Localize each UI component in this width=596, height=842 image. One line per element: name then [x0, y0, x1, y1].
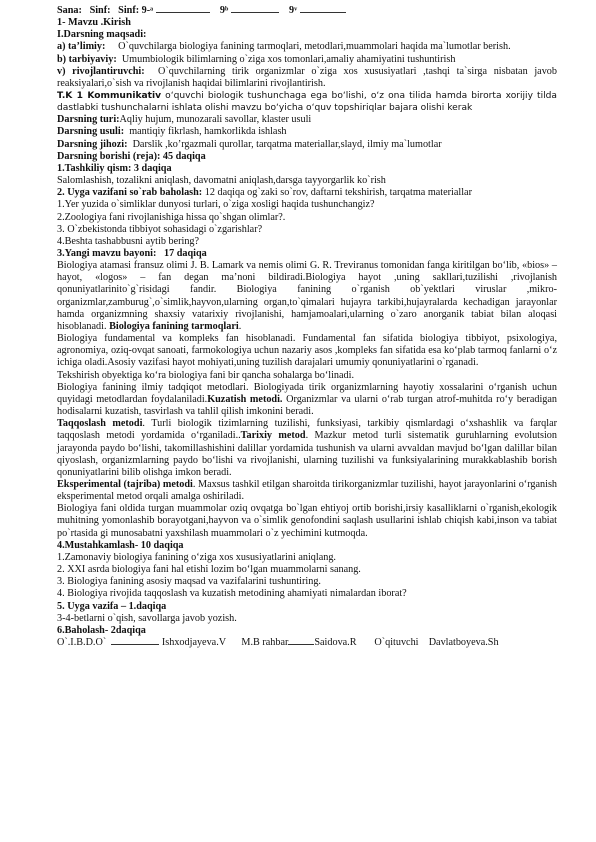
goal-upbringing-text: Umumbiologik bilimlarning o`ziga xos tomonlari,amaliy ahamiyatini tushuntirish [121, 53, 456, 65]
teacher-name: Davlatboyeva.Sh [428, 637, 499, 648]
goal-educational-text: O`quvchilarga biologiya fanining tarmoqlari, metodlari,muammolari haqida ma`lumotlar berish. [118, 41, 511, 53]
lesson-type [57, 114, 557, 126]
new-topic-heading [57, 248, 557, 260]
date-label: Sana: [57, 5, 82, 16]
class-9v: 9ᵛ [289, 5, 298, 16]
lesson-equipment-text: Darslik ,ko’rgazmali qurollar, tarqatma materiallar,slayd, ilmiy ma`lumotlar [132, 138, 442, 150]
question-item: 3. O`zbekistonda tibbiyot sohasidagi o`zgarishlar? [57, 223, 263, 235]
body-paragraph-6 [57, 479, 557, 503]
competency-text: o‘quvchi biologik tushunchaga ega bo‘lishi, o‘z ona tilida hamda birorta xorijiy tilda dastlabki tushunchalarni ishlata olishi mavzu bo‘yicha o‘quv topshiriqlar bajara olishi kerak [57, 91, 557, 114]
body-paragraph-3: Tekshirish obyektiga ko‘ra biologiya fani bir qancha sohalarga bo‘linadi. [57, 369, 354, 381]
home-task-text: 3-4-betlarni o`qish, savollarga javob yozish. [57, 612, 237, 624]
reinforcement-item: 1.Zamonaviy biologiya fanining o‘ziga xos xususiyatlarini aniqlang. [57, 551, 336, 563]
lesson-plan-title: Darsning borishi (reja): 45 daqiqa [57, 150, 206, 162]
mb-head-label: M.B rahbar [241, 637, 289, 648]
deputy-signature-blank [111, 644, 159, 645]
competency-label: T.K 1 Kommunikativ [57, 91, 162, 102]
body-text: Organizmlar va ularni o‘rab turgan atrof-muhitda ro‘y beradigan hodisalarni kuzatish, tasvirlash va tahlil qilish imkonini beradi. [57, 393, 557, 418]
lesson-plan-page [57, 5, 557, 649]
deputy-name: Ishxodjayeva.V [161, 637, 227, 648]
home-task-title: 5. Uyga vazifa – 1.daqiqa [57, 600, 167, 612]
new-topic-time: 17 daqiqa [163, 248, 207, 259]
lesson-type-text: Aqliy hujum, munozarali savollar, klaster usuli [119, 114, 312, 126]
organizational-title: 1.Tashkiliy qism: 3 daqiqa [57, 162, 172, 174]
date-blank-b [231, 12, 279, 13]
question-item: 2.Zoologiya fani rivojlanishiga hissa qo`shgan olimlar?. [57, 211, 286, 223]
question-item: 1.Yer yuzida o`simliklar dunyosi turlari, o`ziga xosligi haqida tushunchangiz? [57, 199, 375, 211]
header-line [57, 5, 557, 17]
body-paragraph-2: Biologiya fundamental va kompleks fan hisoblanadi. Fundamental fan sifatida biologiya tibbiyot, psixologiya, agronomiya, oziq-ovqat sanoati, farmokologiya uchun nazariy asos ,kompleks fan sifatida esa ko‘plab tarmoq fanlarni o‘z ichiga oladi.Asosiy vazifasi hayot mohiyati,uning tuzilish darajalari umumiy qonuniyatlarini o`rganadi. [57, 333, 557, 369]
lesson-method-label: Darsning usuli: [57, 126, 125, 138]
mb-signature-blank [288, 644, 314, 645]
grading-title: 6.Baholash- 2daqiqa [57, 624, 146, 636]
goal-upbringing [57, 54, 557, 66]
question-item: 4.Beshta tashabbusni aytib bering? [57, 235, 200, 247]
lesson-equipment [57, 139, 557, 151]
reinforcement-item: 4. Biologiya rivojida taqqoslash va kuzatish metodining ahamiyati nimalardan iborat? [57, 588, 407, 600]
topic-title: 1- Mavzu .Kirish [57, 17, 131, 29]
signature-line [57, 637, 557, 649]
goal-developing [57, 66, 557, 90]
body-bold: Kuzatish metodi. [207, 393, 283, 405]
date-blank-v [300, 12, 346, 13]
reinforcement-item: 3. Biologiya fanining asosiy maqsad va vazifalarini tushuntiring. [57, 576, 321, 588]
mb-head-name: Saidova.R [314, 637, 357, 648]
body-paragraph-7: Biologiya fani oldida turgan muammolar oziq ovqatga bo`lgan ehtiyoj ortib borishi,irsiy kasalliklarni o`rganish,ekologik muhitning yomonlashib borayotgani,hayvon va o`simlik genofondini saqlash usullarini ishlab chiqish kabi,inson va tabiat po`rtasida gi munosabatni yaxshilash muammolari o`z yechimini kutmoqda. [57, 503, 557, 539]
body-paragraph-1 [57, 260, 557, 333]
goal-upbringing-label: b) tarbiyaviy: [57, 53, 117, 65]
homework-check-text: 12 daqiqa og`zaki so`rov, daftarni tekshirish, tarqatma materiallar [204, 187, 472, 199]
body-bold: Eksperimental (tajriba) metodi [57, 478, 193, 490]
body-text: . Turli biologik tizimlarning tuzilishi, funksiyasi, tarkibiy qismlardagi o‘xshashlik va farqlar taqqoslash metodi yordamida o‘rganiladi.. [57, 418, 557, 442]
goal-developing-label: v) rivojlantiruvchi: [57, 65, 145, 77]
body-text: Biologiya fanining ilmiy tadqiqot metodlari. Biologiyada tirik organizmlarning hayotiy xossalarini o‘rganish uchun quyidagi metodlardan foydalaniladi. [57, 381, 557, 405]
class-9a: Sinf: 9-ᵃ [118, 5, 154, 16]
class-9b: 9ᵇ [219, 5, 229, 16]
deputy-label: O`.I.B.D.O` [57, 637, 107, 648]
body-text: . Maxsus tashkil etilgan sharoitda tirikorganizmlar tuzilishi, hayot jarayonlarini o‘rganish eksperimental metod orqali amalga oshiriladi. [57, 478, 558, 503]
goal-educational [57, 41, 557, 53]
body-bold: Taqqoslash metodi [57, 418, 143, 430]
class-label: Sinf: [89, 5, 111, 16]
body-text: Biologiya atamasi fransuz olimi J. B. Lamark va nemis olimi G. R. Treviranus tomonidan fanga kiritilgan bo‘lib, «bios» – hayot, «logos» – fan degan ma’noni bildiradi.Biologiya hayot ,uning sakllari,tuzilishi ,rivojlanish qonuniyatlarinito`g`risidagi fandir. Biologiya fanining o`rganish ob`yektlari viruslar ,mikro-organizmlar,zamburug`,o`simlik,hayvon,ularning organ,to`qimalari hujayra tarkibi,hujayralarda kechadigan jarayonlar hamda organizmning shaxsiy vatarixiy rivojlanishi, hamjamoalari,ularning o`zaro anorganik tabiat bilan aloqasi hisoblanadi. [57, 260, 557, 332]
new-topic-label: 3.Yangi mavzu bayoni: [57, 248, 157, 259]
body-text: . [238, 320, 242, 332]
body-bold: Biologiya fanining tarmoqlari [109, 320, 239, 332]
lesson-type-label: Darsning turi: [57, 114, 120, 126]
lesson-equipment-label: Darsning jihozi: [57, 138, 128, 150]
body-paragraph-4 [57, 382, 557, 418]
lesson-method-text: mantiqiy fikrlash, hamkorlikda ishlash [129, 126, 287, 138]
goals-title: I.Darsning maqsadi: [57, 29, 147, 41]
homework-check-label: 2. Uyga vazifani so`rab baholash: [57, 187, 203, 199]
teacher-label: O`qituvchi [374, 637, 419, 648]
body-paragraph-5 [57, 418, 557, 479]
reinforcement-title: 4.Mustahkamlash- 10 daqiqa [57, 539, 184, 551]
reinforcement-item: 2. XXI asrda biologiya fani hal etishi lozim bo‘lgan muammolarni sanang. [57, 564, 361, 576]
date-blank-a [156, 12, 210, 13]
competency [57, 90, 557, 114]
goal-educational-label: a) ta’limiy: [57, 41, 106, 53]
body-bold: Tarixiy metod [240, 430, 306, 442]
lesson-method [57, 126, 557, 138]
goal-developing-text: O`quvchilarning tirik organizmlar o`ziga xos xususiyatlari ,tashqi ta`sirga nisbatan javob reaksiyalari,o`sish va rivojlanish haqidai bilimlarini rivojlantirish. [57, 65, 557, 89]
organizational-text: Salomlashish, tozalikni aniqlash, davomatni aniqlash,darsga tayyorgarlik ko`rish [57, 175, 386, 187]
homework-check [57, 187, 557, 199]
body-text: . Mazkur metod turli sistematik guruhlarning evolutsion jarayonda paydo bo‘lishi, takomillashishini dalillar yordamida tushunish va ularni avvaldan mavjud bo‘lgan dalillar bilan qiyoslash, organizmlarning paydo bo‘lishi va rivojlanishi, ularning tuzilishi va funksiyalarining murakkablashib borish qonuniyatlarini bilib olishga imkon beradi. [57, 430, 557, 478]
